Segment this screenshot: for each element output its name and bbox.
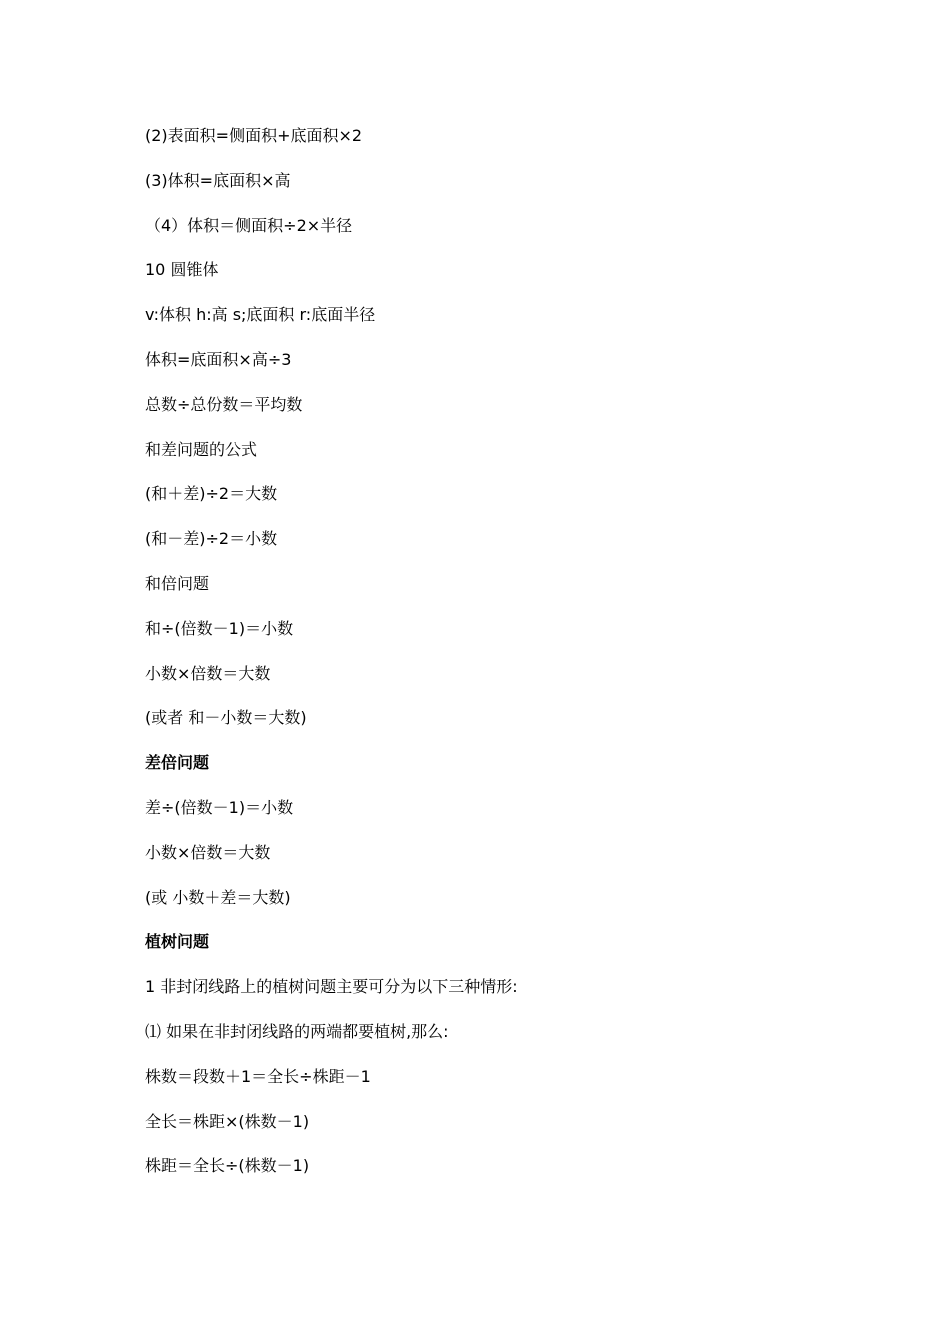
- document-body: [145, 124, 845, 1199]
- text-line: 全长＝株距×(株数－1): [145, 1111, 310, 1131]
- section-heading-bold: 差倍问题: [145, 753, 210, 773]
- text-line: 总数÷总份数＝平均数: [145, 394, 303, 414]
- text-line: 10 圆锥体: [145, 260, 219, 280]
- text-line: (3)体积=底面积×高: [145, 170, 291, 190]
- section-heading-bold: 植树问题: [145, 932, 210, 952]
- text-line: ⑴ 如果在非封闭线路的两端都要植树,那么:: [145, 1021, 449, 1041]
- text-line: 株距＝全长÷(株数－1): [145, 1156, 310, 1176]
- text-line: (2)表面积=侧面积+底面积×2: [145, 126, 363, 145]
- text-line: 体积=底面积×高÷3: [145, 349, 292, 369]
- text-line: 差÷(倍数－1)＝小数: [145, 797, 294, 817]
- text-line: 株数＝段数＋1＝全长÷株距－1: [145, 1066, 371, 1086]
- text-line: （4）体积＝侧面积÷2×半径: [145, 215, 353, 235]
- text-line: (和－差)÷2＝小数: [145, 529, 278, 549]
- text-line: 小数×倍数＝大数: [145, 663, 271, 683]
- text-line: (和＋差)÷2＝大数: [145, 484, 278, 504]
- text-line: v:体积 h:高 s;底面积 r:底面半径: [145, 305, 376, 325]
- text-line: (或 小数＋差＝大数): [145, 887, 291, 907]
- text-line: 和÷(倍数－1)＝小数: [145, 618, 294, 638]
- text-line: 小数×倍数＝大数: [145, 842, 271, 862]
- section-heading: 和差问题的公式: [145, 439, 258, 459]
- section-heading: 和倍问题: [145, 573, 210, 593]
- text-line: 1 非封闭线路上的植树问题主要可分为以下三种情形:: [145, 977, 518, 997]
- text-line: (或者 和－小数＝大数): [145, 708, 307, 728]
